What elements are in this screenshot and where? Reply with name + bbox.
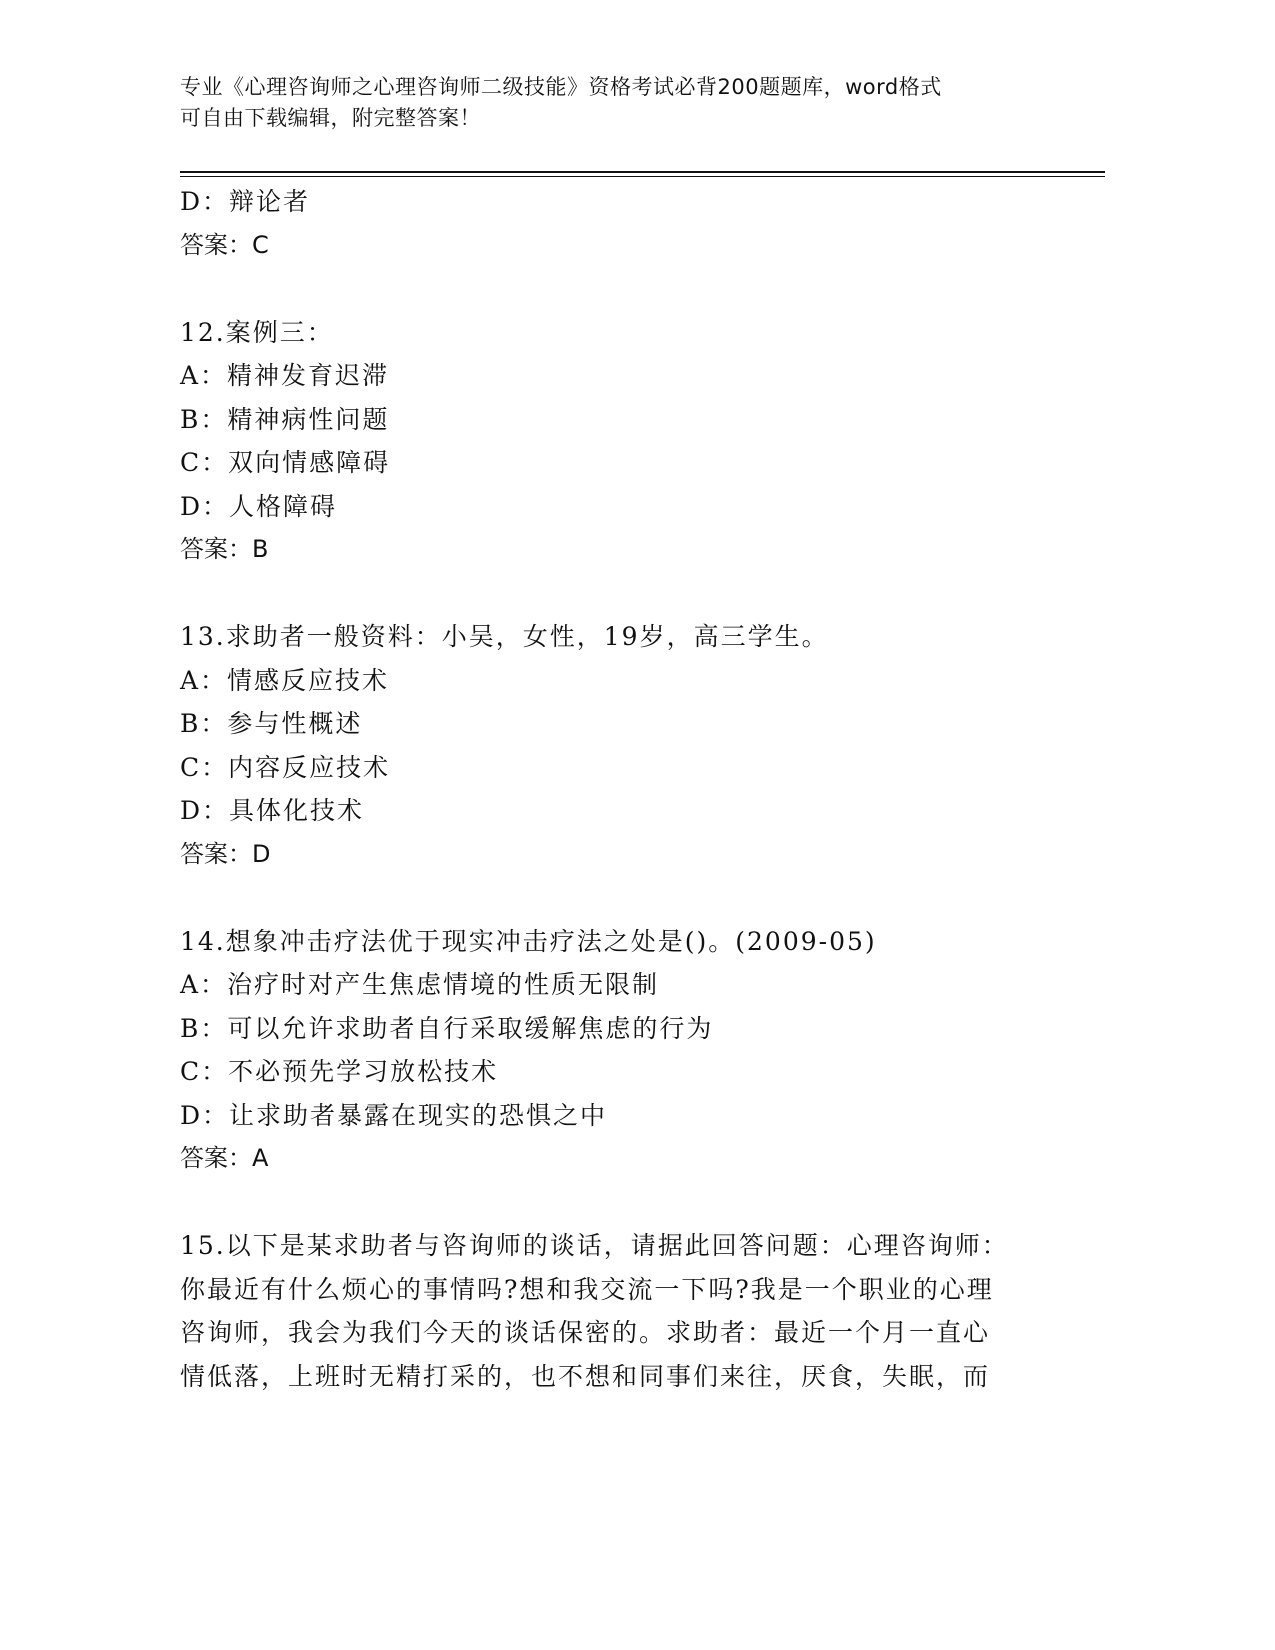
option-c: C：不必预先学习放松技术 xyxy=(180,1057,499,1086)
option-d: D：辩论者 xyxy=(180,187,311,216)
question-stem: 12.案例三： xyxy=(180,317,334,347)
answer: 答案：C xyxy=(180,230,269,259)
header-line-1: 专业《心理咨询师之心理咨询师二级技能》资格考试必背200题题库，word格式 xyxy=(180,75,942,99)
option-a: A：精神发育迟滞 xyxy=(180,361,390,390)
header-line-2: 可自由下载编辑，附完整答案！ xyxy=(180,106,481,130)
option-d: D：让求助者暴露在现实的恐惧之中 xyxy=(180,1100,608,1130)
option-b: B：精神病性问题 xyxy=(180,404,390,434)
answer: 答案：B xyxy=(180,535,269,563)
option-d: D：具体化技术 xyxy=(180,796,365,825)
answer: 答案：D xyxy=(180,839,271,868)
document-header xyxy=(180,72,1030,134)
option-d: D：人格障碍 xyxy=(180,491,338,521)
option-a: A：情感反应技术 xyxy=(180,665,390,695)
question-stem: 13.求助者一般资料：小吴，女性，19岁，高三学生。 xyxy=(180,622,829,651)
header-divider xyxy=(180,171,1105,173)
question-stem: 14.想象冲击疗法优于现实冲击疗法之处是()。(2009-05) xyxy=(180,926,877,956)
option-c: C：双向情感障碍 xyxy=(180,448,391,477)
option-b: B：可以允许求助者自行采取缓解焦虑的行为 xyxy=(180,1013,714,1043)
header-divider-thin xyxy=(180,176,1105,177)
document-body xyxy=(180,180,1020,1398)
question-stem: 15.以下是某求助者与咨询师的谈话，请据此回答问题：心理咨询师：你最近有什么烦心的事情吗?想和我交流一下吗?我是一个职业的心理咨询师，我会为我们今天的谈话保密的。求助者：最近一个月一直心情低落，上班时无精打采的，也不想和同事们来往，厌食，失眠，而 xyxy=(180,1231,1009,1391)
option-b: B：参与性概述 xyxy=(180,709,363,738)
answer: 答案：A xyxy=(180,1144,269,1172)
option-a: A：治疗时对产生焦虑情境的性质无限制 xyxy=(180,970,660,999)
option-c: C：内容反应技术 xyxy=(180,752,391,782)
